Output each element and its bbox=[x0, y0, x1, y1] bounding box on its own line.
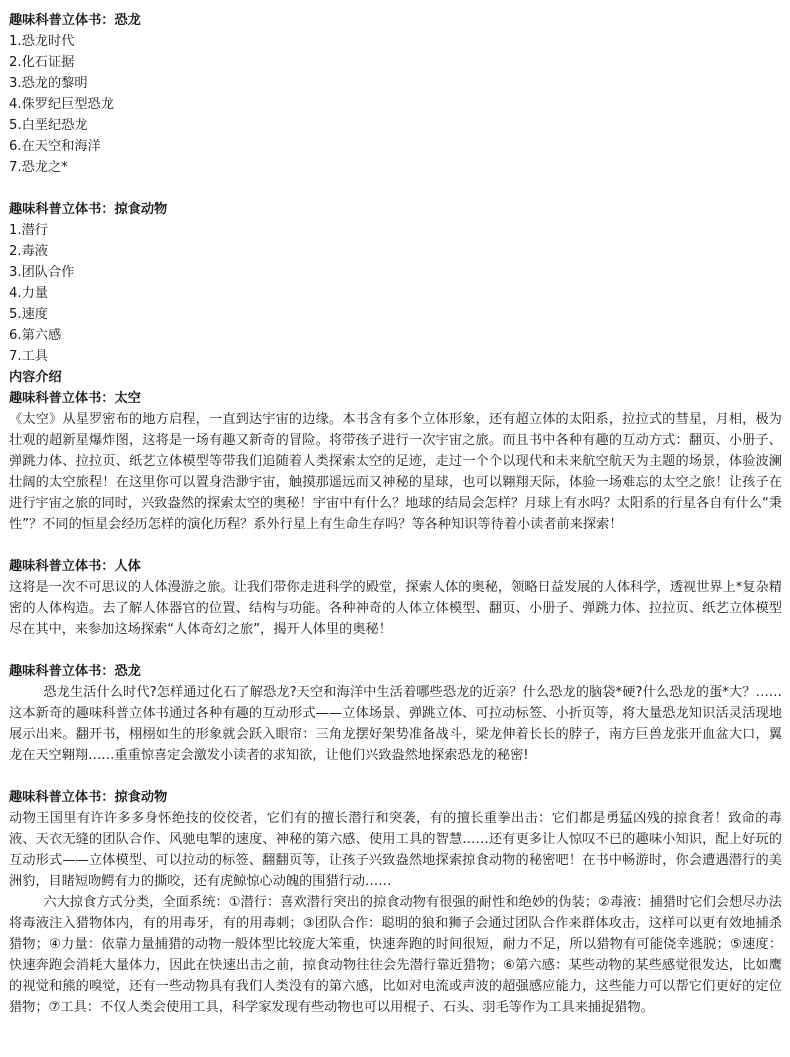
predator-toc-item: 6.第六感 bbox=[9, 328, 62, 343]
intro-heading: 内容介绍 bbox=[9, 370, 62, 385]
spacer bbox=[9, 766, 782, 787]
predator-toc-title: 趣味科普立体书：掠食动物 bbox=[9, 202, 168, 217]
dino-toc-item: 1.恐龙时代 bbox=[9, 34, 75, 49]
predator-toc-item: 3.团队合作 bbox=[9, 265, 75, 280]
predator-methods-description: 六大掠食方式分类，全面系统：①潜行：喜欢潜行突出的掠食动物有很强的耐性和绝妙的伪装；②毒液：捕猎时它们会想尽办法将毒液注入猎物体内，有的用毒牙，有的用毒刺；③团队合作：聪明的狼和狮子会通过团队合作来群体攻击，这样可以更有效地捕杀猎物；④力量：依靠力量捕猎的动物一般体型比较庞大笨重，快速奔跑的时间很短，耐力不足，所以猎物有可能侥幸逃脱；⑤速度：快速奔跑会消耗大量体力，因此在快速出击之前，掠食动物往往会先潜行靠近猎物；⑥第六感：某些动物的某些感觉很发达，比如鹰的视觉和熊的嗅觉，还有一些动物具有我们人类没有的第六感，比如对电流或声波的超强感应能力，这些能力可以帮它们更好的定位猎物；⑦工具：不仅人类会使用工具，科学家发现有些动物也可以用棍子、石头、羽毛等作为工具来捕捉猎物。 bbox=[9, 895, 782, 1015]
dino-toc-item: 5.白垩纪恐龙 bbox=[9, 118, 88, 133]
dino-toc-item: 7.恐龙之* bbox=[9, 160, 68, 175]
dino-toc-item: 6.在天空和海洋 bbox=[9, 139, 101, 154]
predator-toc-item: 2.毒液 bbox=[9, 244, 48, 259]
space-description: 《太空》从星罗密布的地方启程，一直到达宇宙的边缘。本书含有多个立体形象，还有超立体的太阳系，拉拉式的彗星，月相，极为壮观的超新星爆炸图，这将是一场有趣又新奇的冒险。将带孩子进行一次宇宙之旅。而且书中各种有趣的互动方式：翻页、小册子、弹跳力体、拉拉页、纸艺立体模型等带我们追随着人类探索太空的足迹，走过一个个以现代和未来航空航天为主题的场景，体验波澜壮阔的太空旅程！在这里你可以置身浩渺宇宙，触摸那遥远而又神秘的星球，也可以翱翔天际，体验一场难忘的太空之旅！让孩子在进行宇宙之旅的同时，兴致盎然的探索太空的奥秘！宇宙中有什么？地球的结局会怎样？月球上有水吗？太阳系的行星各自有什么“秉性”？不同的恒星会经历怎样的演化历程？系外行星上有生命生存吗？等各种知识等待着小读者前来探索！ bbox=[9, 412, 782, 532]
dino-toc-item: 3.恐龙的黎明 bbox=[9, 76, 88, 91]
dino-intro-description: 恐龙生活什么时代?怎样通过化石了解恐龙?天空和海洋中生活着哪些恐龙的近亲？什么恐龙的脑袋*硬?什么恐龙的蛋*大？……这本新奇的趣味科普立体书通过各种有趣的互动形式——立体场景、弹跳立体、可拉动标签、小折页等，将大量恐龙知识活灵活现地展示出来。翻开书，栩栩如生的形象就会跃入眼帘：三角龙摆好架势准备战斗，梁龙伸着长长的脖子，南方巨兽龙张开血盆大口，翼龙在天空翱翔……重重惊喜定会激发小读者的求知欲，让他们兴致盎然地探索恐龙的秘密! bbox=[9, 685, 782, 763]
predator-intro-description: 动物王国里有许许多多身怀绝技的佼佼者，它们有的擅长潜行和突袭，有的擅长重拳出击：它们都是勇猛凶残的掠食者！致命的毒液、天衣无缝的团队合作、风驰电掣的速度、神秘的第六感、使用工具的智慧……还有更多让人惊叹不已的趣味小知识，配上好玩的互动形式——立体模型、可以拉动的标签、翻翻页等，让孩子兴致盎然地探索掠食动物的秘密吧！在书中畅游时，你会遭遇潜行的美洲豹，目睹短吻鳄有力的撕咬，还有虎鲸惊心动魄的围猎行动…… bbox=[9, 811, 782, 889]
body-book-title: 趣味科普立体书：人体 bbox=[9, 559, 141, 574]
dino-toc-item: 2.化石证据 bbox=[9, 55, 75, 70]
space-title: 趣味科普立体书：太空 bbox=[9, 391, 141, 406]
predator-toc-item: 7.工具 bbox=[9, 349, 48, 364]
spacer bbox=[9, 178, 782, 199]
dino-toc-title: 趣味科普立体书：恐龙 bbox=[9, 13, 141, 28]
spacer bbox=[9, 640, 782, 661]
dino-intro-title: 趣味科普立体书：恐龙 bbox=[9, 664, 141, 679]
dino-toc-item: 4.侏罗纪巨型恐龙 bbox=[9, 97, 114, 112]
predator-toc-item: 5.速度 bbox=[9, 307, 48, 322]
predator-toc-item: 1.潜行 bbox=[9, 223, 48, 238]
predator-toc-item: 4.力量 bbox=[9, 286, 48, 301]
predator-intro-title: 趣味科普立体书：掠食动物 bbox=[9, 790, 168, 805]
spacer bbox=[9, 535, 782, 556]
body-book-description: 这将是一次不可思议的人体漫游之旅。让我们带你走进科学的殿堂，探索人体的奥秘，领略日益发展的人体科学，透视世界上*复杂精密的人体构造。去了解人体器官的位置、结构与功能。各种神奇的人体立体模型、翻页、小册子、弹跳力体、拉拉页、纸艺立体模型尽在其中，来参加这场探索“人体奇幻之旅”，揭开人体里的奥秘！ bbox=[9, 580, 782, 637]
